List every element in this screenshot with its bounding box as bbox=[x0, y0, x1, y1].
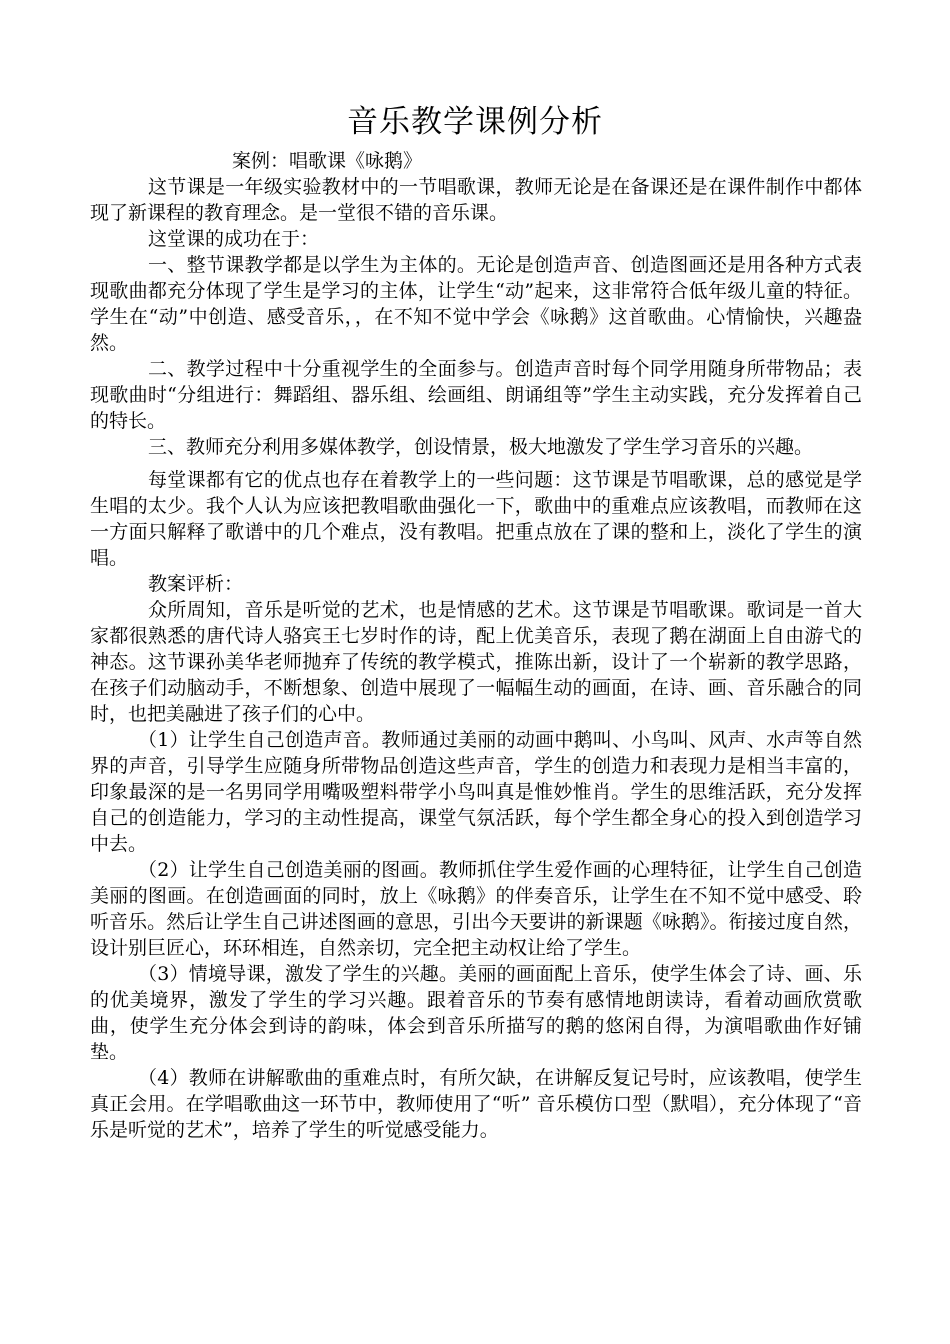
paragraph-success-heading: 这堂课的成功在于： bbox=[148, 228, 320, 250]
paragraph-item-3: （3）情境导课，激发了学生的兴趣。美丽的画面配上音乐，使学生体会了诗、画、乐的优美境界，激发了学生的学习兴趣。跟着音乐的节奏有感情地朗读诗，看着动画欣赏歌曲，使学生充分体会到诗的韵味，体会到音乐所描写的鹅的悠闲自得，为演唱歌曲作好铺垫。 bbox=[90, 963, 862, 1063]
paragraph-problems: 每堂课都有它的优点也存在着教学上的一些问题：这节课是节唱歌课，总的感觉是学生唱的太少。我个人认为应该把教唱歌曲强化一下，歌曲中的重难点应该教唱，而教师在这一方面只解释了歌谱中的几个难点，没有教唱。把重点放在了课的整和上，淡化了学生的演唱。 bbox=[90, 469, 862, 569]
document-body bbox=[90, 174, 862, 1143]
document-title: 音乐教学课例分析 bbox=[347, 104, 603, 140]
document-subtitle: 案例：唱歌课《咏鹅》 bbox=[232, 150, 423, 172]
paragraph-item-1: （1）让学生自己创造声音。教师通过美丽的动画中鹅叫、小鸟叫、风声、水声等自然界的声音，引导学生应随身所带物品创造这些声音，学生的创造力和表现力是相当丰富的，印象最深的是一名男同学用嘴吸塑料带学小鸟叫真是惟妙惟肖。学生的思维活跃，充分发挥自己的创造能力，学习的主动性提高，课堂气氛活跃，每个学生都全身心的投入到创造学习中去。 bbox=[90, 729, 862, 855]
paragraph-point-3: 三、教师充分利用多媒体教学，创设情景，极大地激发了学生学习音乐的兴趣。 bbox=[148, 436, 814, 458]
paragraph-intro: 这节课是一年级实验教材中的一节唱歌课，教师无论是在备课还是在课件制作中都体现了新课程的教育理念。是一堂很不错的音乐课。 bbox=[90, 176, 862, 224]
paragraph-review-heading: 教案评析： bbox=[148, 573, 244, 595]
paragraph-point-2: 二、教学过程中十分重视学生的全面参与。创造声音时每个同学用随身所带物品；表现歌曲时“分组进行：舞蹈组、器乐组、绘画组、朗诵组等”学生主动实践，充分发挥着自己的特长。 bbox=[90, 358, 862, 432]
paragraph-item-4: （4）教师在讲解歌曲的重难点时，有所欠缺，在讲解反复记号时，应该教唱，使学生真正会用。在学唱歌曲这一环节中，教师使用了“听” 音乐模仿口型（默唱），充分体现了“音乐是听觉的艺术”，培养了学生的听觉感受能力。 bbox=[90, 1067, 862, 1141]
paragraph-point-1: 一、整节课教学都是以学生为主体的。无论是创造声音、创造图画还是用各种方式表现歌曲都充分体现了学生是学习的主体，让学生“动”起来，这非常符合低年级儿童的特征。学生在“动”中创造、感受音乐，，在不知不觉中学会《咏鹅》这首歌曲。心情愉快，兴趣盎然。 bbox=[90, 254, 862, 354]
paragraph-review: 众所周知，音乐是听觉的艺术，也是情感的艺术。这节课是节唱歌课。歌词是一首大家都很熟悉的唐代诗人骆宾王七岁时作的诗，配上优美音乐，表现了鹅在湖面上自由游弋的神态。这节课孙美华老师抛弃了传统的教学模式，推陈出新，设计了一个崭新的教学思路，在孩子们动脑动手，不断想象、创造中展现了一幅幅生动的画面，在诗、画、音乐融合的同时，也把美融进了孩子们的心中。 bbox=[90, 599, 862, 725]
paragraph-item-2: （2）让学生自己创造美丽的图画。教师抓住学生爱作画的心理特征，让学生自己创造美丽的图画。在创造画面的同时，放上《咏鹅》的伴奏音乐，让学生在不知不觉中感受、聆听音乐。然后让学生自己讲述图画的意思，引出今天要讲的新课题《咏鹅》。衔接过度自然，设计别巨匠心，环环相连，自然亲切，完全把主动权让给了学生。 bbox=[90, 859, 862, 959]
